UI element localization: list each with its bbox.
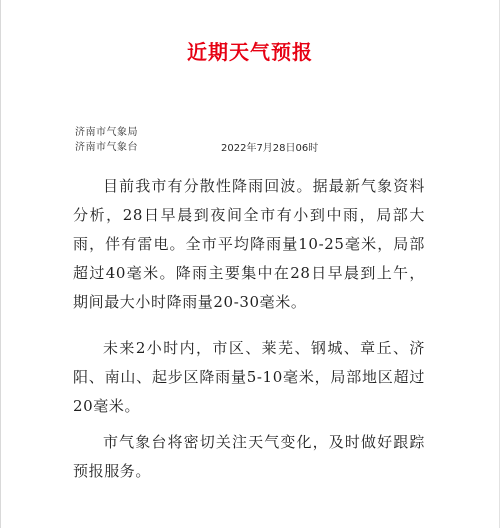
document-title: 近期天气预报 — [187, 40, 313, 64]
paragraph-service: 市气象台将密切关注天气变化，及时做好跟踪预报服务。 — [73, 433, 425, 480]
paragraph-two-hour: 未来2小时内，市区、莱芜、钢城、章丘、济阳、南山、起步区降雨量5-10毫米，局部地区超过20毫米。 — [73, 339, 425, 415]
issuer-bureau: 济南市气象局 — [75, 127, 138, 138]
paragraph-forecast: 目前我市有分散性降雨回波。据最新气象资料分析，28日早晨到夜间全市有小到中雨，局部大雨，伴有雷电。全市平均降雨量10-25毫米，局部超过40毫米。降雨主要集中在28日早晨到上午，期间最大小时降雨量20-30毫米。 — [73, 177, 425, 311]
issuer-observatory: 济南市气象台 — [75, 142, 138, 153]
issue-datetime: 2022年7月28日06时 — [221, 143, 319, 154]
